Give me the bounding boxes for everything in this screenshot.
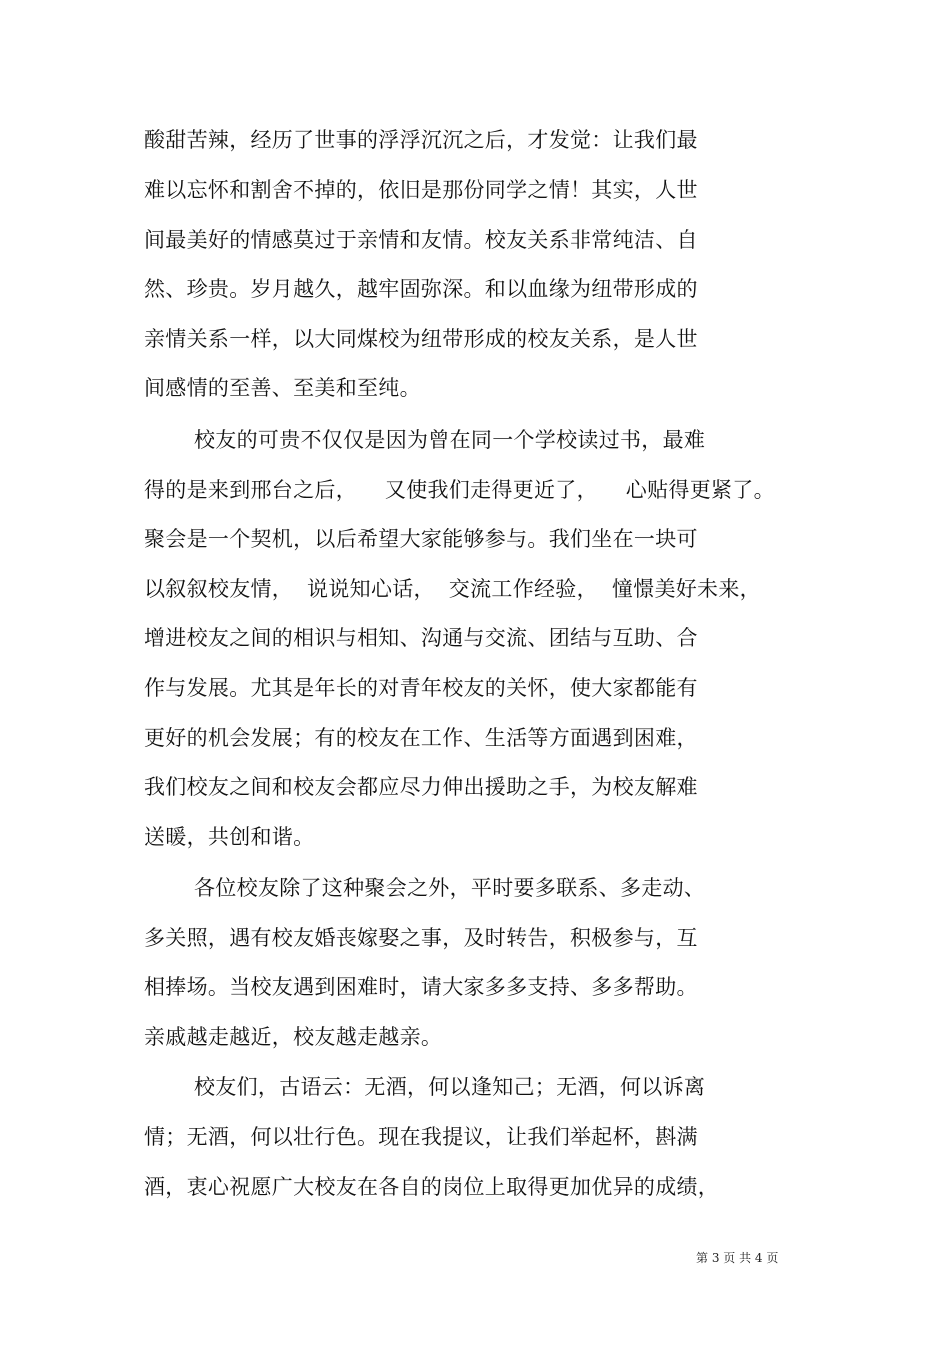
text-line: 以叙叙校友情， 说说知心话， 交流工作经验， 憧憬美好未来， (144, 577, 761, 601)
text-line: 相捧场。当校友遇到困难时，请大家多多支持、多多帮助。 (144, 975, 698, 999)
text-line: 亲戚越走越近，校友越走越亲。 (144, 1025, 443, 1049)
text-line: 间感情的至善、至美和至纯。 (144, 376, 421, 400)
text-line: 酸甜苦辣，经历了世事的浮浮沉沉之后，才发觉：让我们最 (144, 128, 698, 152)
text-line: 增进校友之间的相识与相知、沟通与交流、团结与互助、合 (144, 626, 698, 650)
text-line: 亲情关系一样，以大同煤校为纽带形成的校友关系，是人世 (144, 327, 698, 351)
paragraph-first-line: 校友的可贵不仅仅是因为曾在同一个学校读过书，最难 (194, 428, 706, 452)
page-number-footer: 第 3 页 共 4 页 (696, 1251, 779, 1265)
text-line: 多关照，遇有校友婚丧嫁娶之事，及时转告，积极参与，互 (144, 926, 698, 950)
paragraph-first-line: 各位校友除了这种聚会之外，平时要多联系、多走动、 (194, 876, 706, 900)
text-line: 酒，衷心祝愿广大校友在各自的岗位上取得更加优异的成绩， (144, 1175, 720, 1199)
text-line: 间最美好的情感莫过于亲情和友情。校友关系非常纯洁、自 (144, 228, 698, 252)
text-line: 难以忘怀和割舍不掉的，依旧是那份同学之情！其实，人世 (144, 178, 698, 202)
text-line: 我们校友之间和校友会都应尽力伸出援助之手，为校友解难 (144, 775, 698, 799)
text-line: 更好的机会发展；有的校友在工作、生活等方面遇到困难， (144, 726, 698, 750)
text-line: 情；无酒，何以壮行色。现在我提议，让我们举起杯，斟满 (144, 1125, 698, 1149)
text-line: 得的是来到邢台之后， 又使我们走得更近了， 心贴得更紧了。 (144, 478, 775, 502)
text-line: 聚会是一个契机，以后希望大家能够参与。我们坐在一块可 (144, 527, 698, 551)
text-line: 作与发展。尤其是年长的对青年校友的关怀，使大家都能有 (144, 676, 698, 700)
paragraph-first-line: 校友们，古语云：无酒，何以逢知己；无酒，何以诉离 (194, 1075, 706, 1099)
text-line: 然、珍贵。岁月越久，越牢固弥深。和以血缘为纽带形成的 (144, 277, 698, 301)
text-line: 送暖，共创和谐。 (144, 825, 315, 849)
